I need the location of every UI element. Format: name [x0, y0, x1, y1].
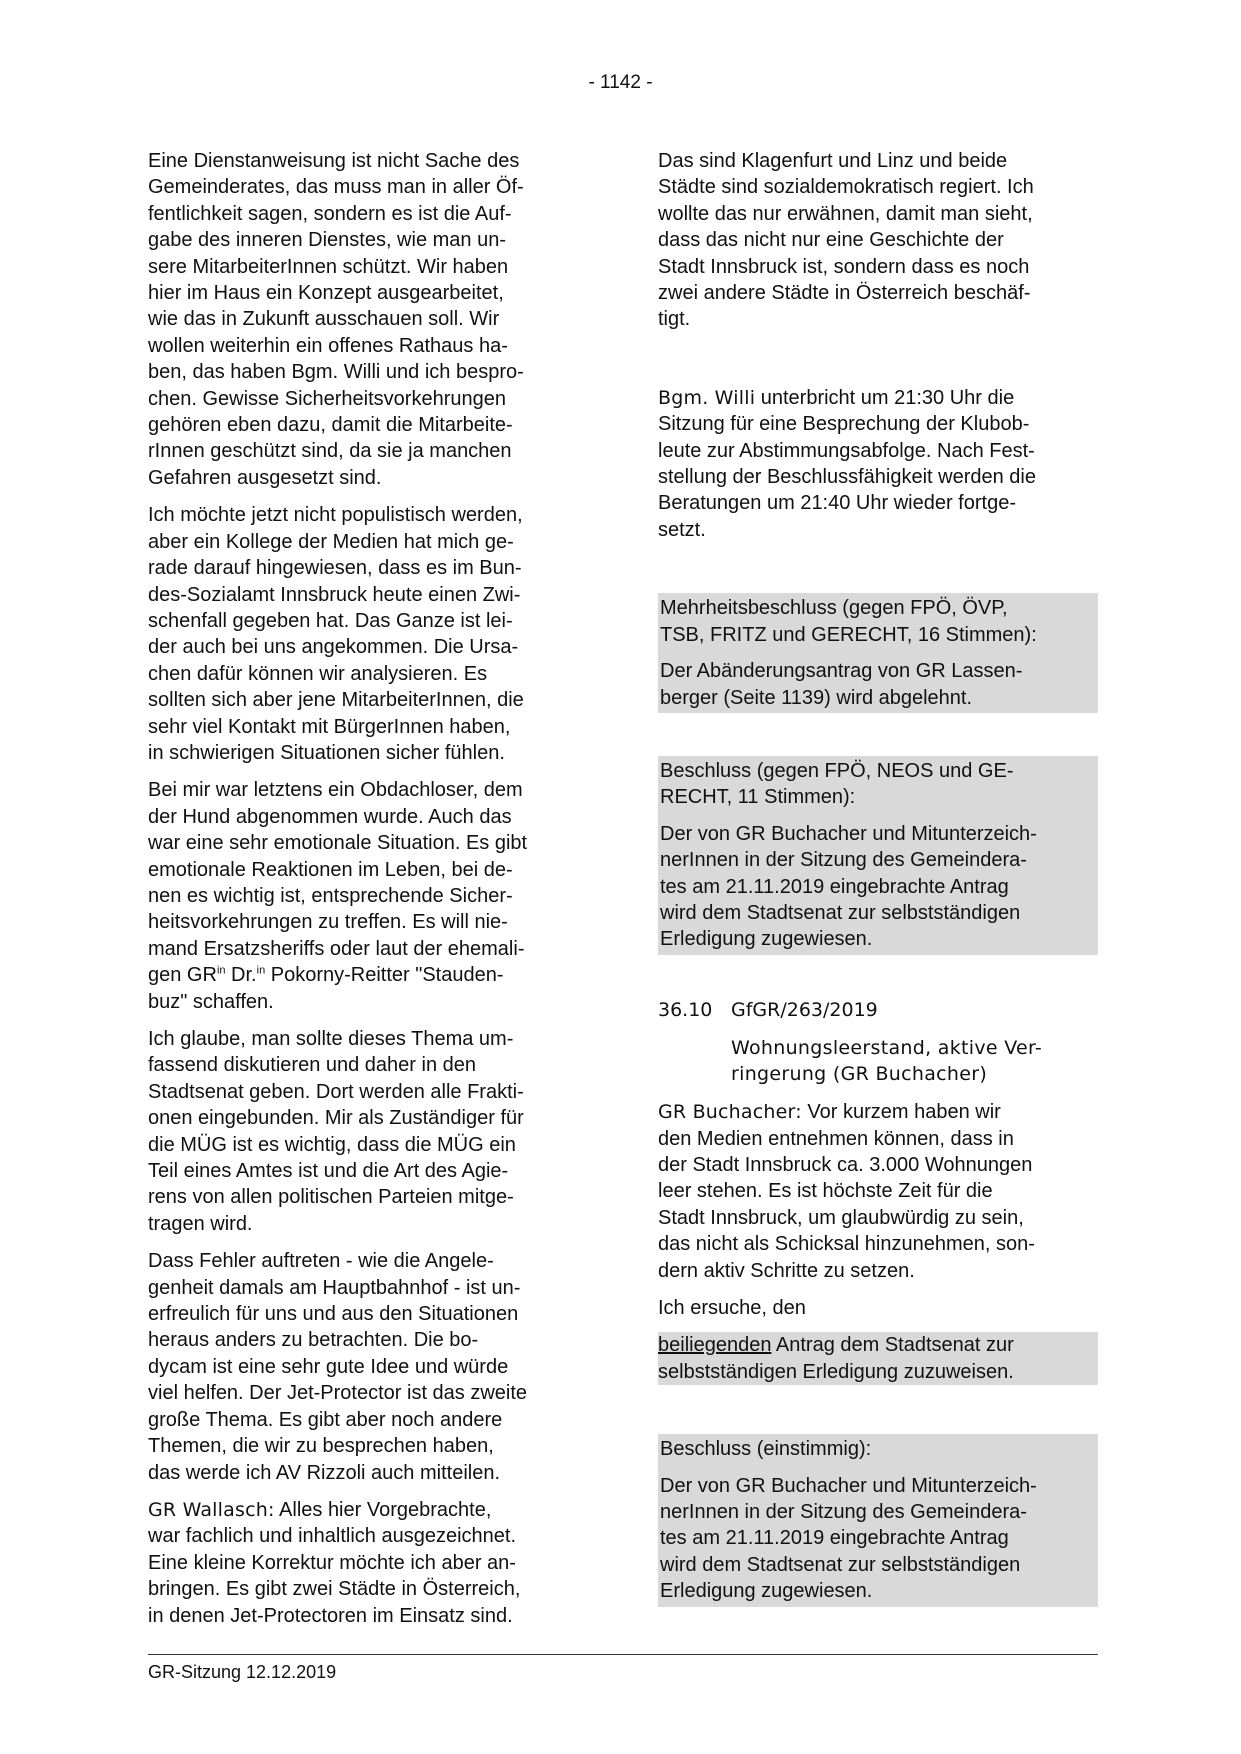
- decision-heading: Beschluss (gegen FPÖ, NEOS und GE- RECHT, 11 Stimmen):: [660, 759, 1014, 809]
- footer-divider: [148, 1654, 1098, 1655]
- agenda-number: 36.10: [658, 998, 713, 1021]
- right-column: [658, 148, 1098, 1607]
- decision-block: [658, 593, 1098, 713]
- left-column: [148, 148, 585, 1640]
- paragraph-text: Bei mir war letztens ein Obdachloser, dem der Hund abgenommen wurde. Auch das war eine sehr emotionale Situation. Es gibt emotionale Reaktionen im Leben, bei de- nen es wichtig ist, entsprechende Sicher- heitsvorkehrungen zu treffen. Es will nie- mand Ersatzsheriffs oder laut der ehemali- gen GR: [148, 779, 528, 987]
- paragraph-text: Antrag dem Stadtsenat zur selbstständigen Erledigung zuzuweisen.: [658, 1334, 1014, 1383]
- superscript: in: [216, 964, 226, 977]
- speaker-name: GR Wallasch:: [148, 1498, 275, 1521]
- decision-block: [658, 1434, 1098, 1606]
- paragraph: [658, 1099, 1098, 1284]
- paragraph: Ich ersuche, den: [658, 1297, 806, 1319]
- page-number: - 1142 -: [588, 72, 653, 93]
- footer: GR-Sitzung 12.12.2019: [148, 1662, 337, 1682]
- agenda-item-header: [658, 997, 1098, 1023]
- decision-body: Der Abänderungsantrag von GR Lassen- berger (Seite 1139) wird abgelehnt.: [660, 660, 1023, 709]
- decision-body: Der von GR Buchacher und Mitunterzeich- nerInnen in der Sitzung des Gemeindera- tes am 21.11.2019 eingebrachte Antrag wird dem Stadtsenat zur selbstständigen Erledigung zugewiesen.: [660, 1474, 1037, 1603]
- paragraph: Ich möchte jetzt nicht populistisch werden, aber ein Kollege der Medien hat mich ge- rade darauf hingewiesen, dass es im Bun- des-Sozialamt Innsbruck heute einen Zwi- schenfall gegeben hat. Das Ganze ist lei- der auch bei uns angekommen. Die Ursa- chen dafür können wir analysieren. Es sollten sich aber jene MitarbeiterInnen, die sehr viel Kontakt mit BürgerInnen haben, in schwierigen Situationen sicher fühlen.: [148, 504, 524, 764]
- paragraph-text: Alles hier Vorgebrachte, war fachlich und inhaltlich ausgezeichnet. Eine kleine Korrektur möchte ich aber an- bringen. Es gibt zwei Städte in Österreich, in denen Jet-Protectoren im Einsatz sind.: [148, 1498, 521, 1627]
- paragraph: Dass Fehler auftreten - wie die Angele- genheit damals am Hauptbahnhof - ist un- erfreulich für uns und aus den Situationen heraus anders zu betrachten. Die bo- dycam ist eine sehr gute Idee und würde viel helfen. Der Jet-Protector ist das zweite große Thema. Es gibt aber noch andere Themen, die wir zu besprechen haben, das werde ich AV Rizzoli auch mitteilen.: [148, 1250, 528, 1484]
- paragraph: [148, 777, 585, 1015]
- speaker-name: GR Buchacher:: [658, 1101, 802, 1124]
- agenda-reference: GfGR/263/2019: [731, 998, 878, 1021]
- paragraph: Eine Dienstanweisung ist nicht Sache des Gemeinderates, das muss man in aller Öf- fentlichkeit sagen, sondern es ist die Auf- gabe des inneren Dienstes, wie man un- sere MitarbeiterInnen schützt. Wir haben hier im Haus ein Konzept ausgearbeitet, wie das in Zukunft ausschauen soll. Wir wollen weiterhin ein offenes Rathaus ha- ben, das haben Bgm. Willi und ich bespro- chen. Gewisse Sicherheitsvorkehrungen gehören eben dazu, damit die Mitarbeite- rInnen geschützt sind, da sie ja manchen Gefahren ausgesetzt sind.: [148, 150, 524, 489]
- superscript: in: [256, 964, 266, 977]
- paragraph: Ich glaube, man sollte dieses Thema um- fassend diskutieren und daher in den Stadtsenat geben. Dort werden alle Frakti- onen eingebunden. Mir als Zuständiger für die MÜG ist es wichtig, dass die MÜG ein Teil eines Amtes ist und die Art des Agie- rens von allen politischen Parteien mitge- tragen wird.: [148, 1028, 524, 1235]
- paragraph-text: unterbricht um 21:30 Uhr die Sitzung für eine Besprechung der Klubob- leute zur Abstimmungsabfolge. Nach Fest- stellung der Beschlussfähigkeit werden die Beratungen um 21:40 Uhr wieder fortge- setzt.: [658, 386, 1036, 541]
- paragraph-text: Dr.: [225, 964, 257, 987]
- speaker-name: Bgm. Willi: [658, 386, 756, 409]
- paragraph-text: Vor kurzem haben wir den Medien entnehmen können, dass in der Stadt Innsbruck ca. 3.000 Wohnungen leer stehen. Es ist höchste Zeit für die Stadt Innsbruck, um glaubwürdig zu sein, das nicht als Schicksal hinzunehmen, son- dern aktiv Schritte zu setzen.: [658, 1101, 1035, 1282]
- decision-heading: Beschluss (einstimmig):: [660, 1438, 872, 1461]
- decision-heading: Mehrheitsbeschluss (gegen FPÖ, ÖVP, TSB, FRITZ und GERECHT, 16 Stimmen):: [660, 597, 1037, 646]
- decision-block: [658, 756, 1098, 955]
- attachment-link[interactable]: beiliegenden: [658, 1334, 772, 1357]
- paragraph-text: Pokorny-Reitter "Stauden- buz" schaffen.: [148, 964, 504, 1013]
- paragraph: [148, 1497, 585, 1629]
- paragraph: [658, 385, 1098, 543]
- paragraph: Das sind Klagenfurt und Linz und beide Städte sind sozialdemokratisch regiert. Ich wollte das nur erwähnen, damit man sieht, dass das nicht nur eine Geschichte der Stadt Innsbruck ist, sondern dass es noch zwei andere Städte in Österreich beschäf- tigt.: [658, 150, 1034, 331]
- agenda-title: Wohnungsleerstand, aktive Ver- ringerung (GR Buchacher): [731, 1037, 1043, 1086]
- decision-body: Der von GR Buchacher und Mitunterzeich- nerInnen in der Sitzung des Gemeindera- tes am 21.11.2019 eingebrachte Antrag wird dem Stadtsenat zur selbstständigen Erledigung zugewiesen.: [660, 822, 1037, 951]
- motion-paragraph: [658, 1332, 1098, 1385]
